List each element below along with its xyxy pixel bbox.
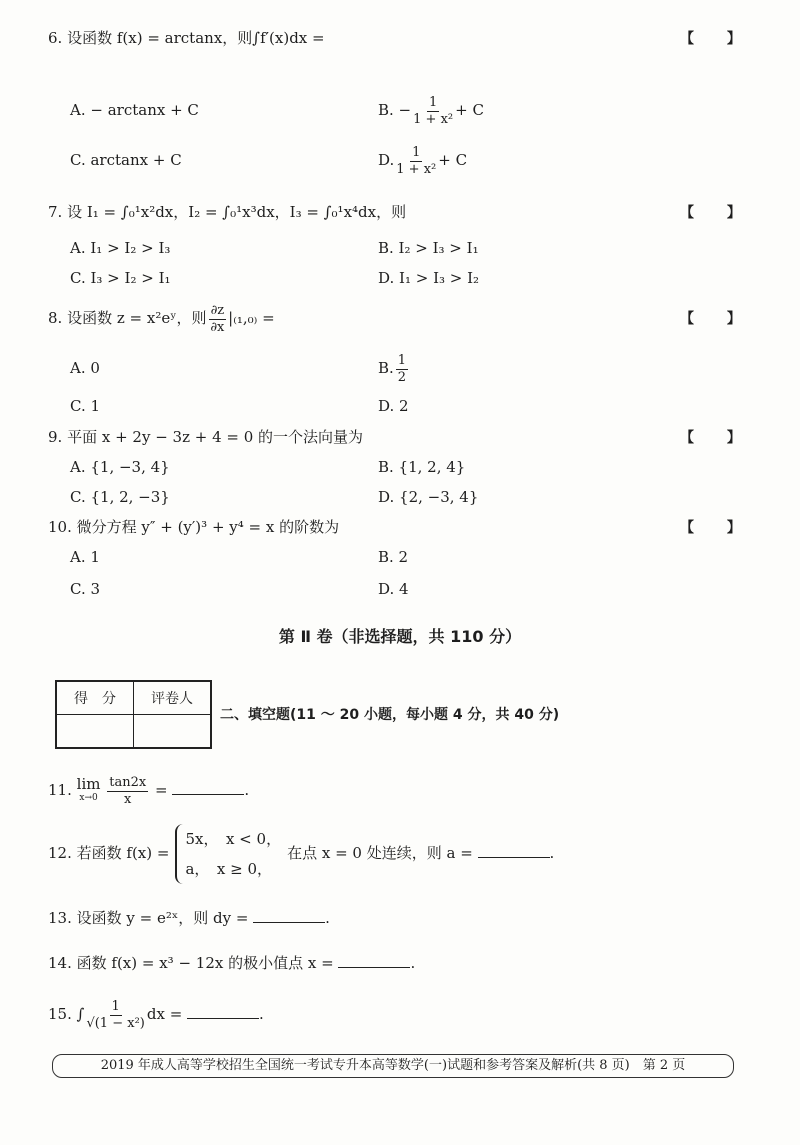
q7-option-c: C. I₃ > I₂ > I₁ bbox=[70, 269, 171, 287]
q7-stem: 7. 设 I₁ = ∫₀¹x²dx，I₂ = ∫₀¹x³dx，I₃ = ∫₀¹x⁴dx，则 bbox=[48, 203, 407, 221]
q7-option-d: D. I₁ > I₃ > I₂ bbox=[378, 269, 480, 287]
q10-option-d: D. 4 bbox=[378, 580, 409, 598]
q13: 13. 设函数 y = e²ˣ，则 dy = . bbox=[48, 909, 330, 927]
answer-bracket: 【 】 bbox=[680, 520, 755, 536]
q8-option-d: D. 2 bbox=[378, 397, 409, 415]
part-title: 第 Ⅱ 卷（非选择题，共 110 分） bbox=[278, 627, 522, 646]
q6-option-c: C. arctanx + C bbox=[70, 151, 182, 169]
answer-bracket: 【 】 bbox=[680, 430, 755, 446]
q7-option-a: A. I₁ > I₂ > I₃ bbox=[70, 239, 171, 257]
q14: 14. 函数 f(x) = x³ − 12x 的极小值点 x = . bbox=[48, 954, 416, 972]
q12: 12. 若函数 f(x) = 5x， x < 0， a， x ≥ 0， 在点 x = 0 处连续，则 a = . bbox=[48, 820, 554, 886]
answer-blank[interactable] bbox=[187, 1004, 259, 1019]
q8-option-a: A. 0 bbox=[70, 359, 100, 377]
answer-bracket: 【 】 bbox=[680, 311, 755, 327]
q9-option-b: B. {1, 2, 4} bbox=[378, 458, 466, 476]
q15: 15. ∫ $\frac{1}{\text{√(1 − x²)}}$ dx = . bbox=[48, 998, 264, 1031]
score-cell[interactable] bbox=[56, 715, 134, 749]
q6-stem: 6. 设函数 f(x) = arctanx，则∫f′(x)dx = bbox=[48, 29, 325, 47]
score-table bbox=[55, 680, 212, 749]
q10-option-c: C. 3 bbox=[70, 580, 101, 598]
q9-option-a: A. {1, −3, 4} bbox=[70, 458, 170, 476]
answer-bracket: 【 】 bbox=[680, 31, 755, 47]
q8-option-c: C. 1 bbox=[70, 397, 101, 415]
q6-option-b: B. − $\frac{1}{\text{1 + x²}}$ + C bbox=[378, 94, 484, 127]
grader-header: 评卷人 bbox=[134, 681, 212, 715]
piecewise-cases: 5x， x < 0， a， x ≥ 0， bbox=[175, 824, 281, 884]
q7-option-b: B. I₂ > I₃ > I₁ bbox=[378, 239, 479, 257]
score-header: 得 分 bbox=[56, 681, 134, 715]
answer-blank[interactable] bbox=[172, 780, 244, 795]
section-heading: 二、填空题(11 ～ 20 小题，每小题 4 分，共 40 分) bbox=[220, 707, 560, 723]
q9-stem: 9. 平面 x + 2y − 3z + 4 = 0 的一个法向量为 bbox=[48, 428, 364, 446]
answer-blank[interactable] bbox=[478, 843, 550, 858]
answer-blank[interactable] bbox=[338, 953, 410, 968]
page-footer: 2019 年成人高等学校招生全国统一考试专升本高等数学(一)试题和参考答案及解析(共 8 页) 第 2 页 bbox=[52, 1054, 734, 1078]
q11: 11. lim x→0 $\frac{\tan 2x}{x}$ = . bbox=[48, 774, 250, 807]
grader-cell[interactable] bbox=[134, 715, 212, 749]
answer-blank[interactable] bbox=[253, 908, 325, 923]
q10-option-b: B. 2 bbox=[378, 548, 409, 566]
q8-option-b: B. $\frac{1}{2}$ bbox=[378, 352, 407, 385]
q9-option-d: D. {2, −3, 4} bbox=[378, 488, 479, 506]
q8-stem: 8. 设函数 z = x²eʸ，则 $\frac{\partial z}{\partial x}$ |₍₁,₀₎ = bbox=[48, 302, 275, 335]
q10-stem: 10. 微分方程 y″ + (y′)³ + y⁴ = x 的阶数为 bbox=[48, 518, 340, 536]
q6-option-a: A. − arctanx + C bbox=[70, 101, 199, 119]
q10-option-a: A. 1 bbox=[70, 548, 100, 566]
q9-option-c: C. {1, 2, −3} bbox=[70, 488, 170, 506]
answer-bracket: 【 】 bbox=[680, 205, 755, 221]
q6-option-d: D. $\frac{1}{\text{1 + x²}}$ + C bbox=[378, 144, 468, 177]
